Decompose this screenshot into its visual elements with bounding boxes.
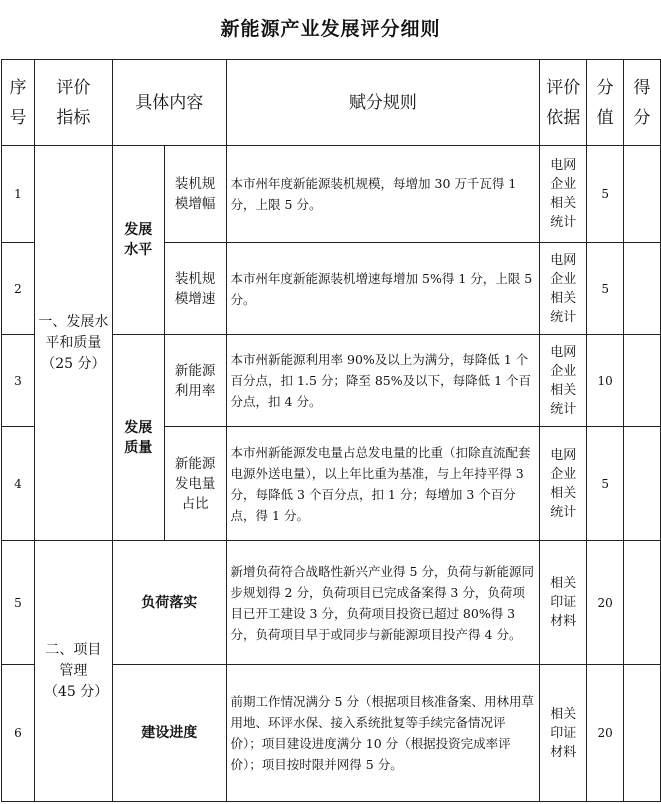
scoring-rule: 本市州年度新能源装机规模，每增加 30 万千瓦得 1 分，上限 5 分。 <box>226 146 540 243</box>
item-name: 装机规模增幅 <box>164 146 226 243</box>
header-rule: 赋分规则 <box>226 60 540 146</box>
evaluation-basis: 电网企业相关统计 <box>540 427 587 541</box>
row-number: 1 <box>2 146 35 243</box>
row-number: 4 <box>2 427 35 541</box>
scoring-table <box>1 59 661 802</box>
points-value: 10 <box>587 335 624 427</box>
score-cell <box>624 335 661 427</box>
evaluation-basis: 相关印证材料 <box>540 665 587 802</box>
evaluation-basis: 电网企业相关统计 <box>540 146 587 243</box>
scoring-rule: 本市州年度新能源装机增速每增加 5%得 1 分，上限 5 分。 <box>226 243 540 335</box>
header-seq: 序号 <box>2 60 35 146</box>
header-indicator: 评价指标 <box>34 60 112 146</box>
table-row <box>2 146 661 243</box>
header-basis: 评价依据 <box>540 60 587 146</box>
scoring-rule: 本市州新能源利用率 90%及以上为满分，每降低 1 个百分点，扣 1.5 分；降至 85%及以下，每降低 1 个百分点，扣 4 分。 <box>226 335 540 427</box>
header-points: 分值 <box>587 60 624 146</box>
item-name: 新能源发电量占比 <box>164 427 226 541</box>
header-row <box>2 60 661 146</box>
scoring-rule: 前期工作情况满分 5 分（根据项目核准备案、用林用草用地、环评水保、接入系统批复等手续完备情况评价）；项目建设进度满分 10 分（根据投资完成率评价）；项目按时限并网得 5 分。 <box>226 665 540 802</box>
evaluation-basis: 电网企业相关统计 <box>540 243 587 335</box>
row-number: 6 <box>2 665 35 802</box>
header-score: 得分 <box>624 60 661 146</box>
subgroup-development-quality: 发展质量 <box>112 335 164 541</box>
page-title: 新能源产业发展评分细则 <box>220 18 441 40</box>
points-value: 5 <box>587 427 624 541</box>
row-number: 5 <box>2 541 35 665</box>
score-cell <box>624 243 661 335</box>
item-name: 新能源利用率 <box>164 335 226 427</box>
item-name: 装机规模增速 <box>164 243 226 335</box>
indicator-group-1: 一、发展水平和质量（25 分） <box>34 146 112 541</box>
points-value: 20 <box>587 665 624 802</box>
table-row <box>2 541 661 665</box>
row-number: 2 <box>2 243 35 335</box>
points-value: 5 <box>587 146 624 243</box>
score-cell <box>624 665 661 802</box>
scoring-rule: 新增负荷符合战略性新兴产业得 5 分，负荷与新能源同步规划得 2 分，负荷项目已完成备案得 3 分，负荷项目已开工建设 3 分，负荷项目投资已超过 80%得 3 分，负荷项目早于或同步与新能源项目投产得 4 分。 <box>226 541 540 665</box>
evaluation-basis: 电网企业相关统计 <box>540 335 587 427</box>
points-value: 5 <box>587 243 624 335</box>
indicator-group-2: 二、项目管理（45 分） <box>34 541 112 802</box>
score-cell <box>624 146 661 243</box>
scoring-rule: 本市州新能源发电量占总发电量的比重（扣除直流配套电源外送电量），以上年比重为基准，与上年持平得 3 分，每降低 3 个百分点，扣 1 分；每增加 3 个百分点，得 1 分。 <box>226 427 540 541</box>
score-cell <box>624 541 661 665</box>
header-content: 具体内容 <box>112 60 226 146</box>
evaluation-basis: 相关印证材料 <box>540 541 587 665</box>
item-name: 负荷落实 <box>112 541 226 665</box>
points-value: 20 <box>587 541 624 665</box>
item-name: 建设进度 <box>112 665 226 802</box>
score-cell <box>624 427 661 541</box>
row-number: 3 <box>2 335 35 427</box>
subgroup-development-level: 发展水平 <box>112 146 164 335</box>
